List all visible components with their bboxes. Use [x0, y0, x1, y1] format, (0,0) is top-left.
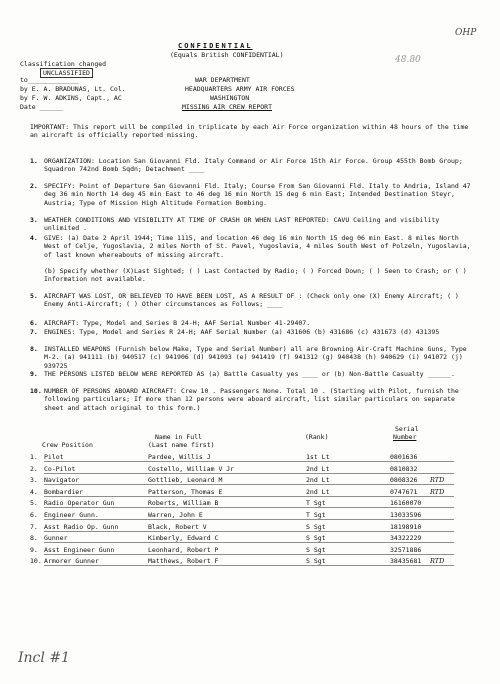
- crew-rank: 1st Lt: [306, 453, 330, 461]
- crew-position: Bombardier: [44, 487, 84, 496]
- classification-subtitle: (Equals British CONFIDENTIAL): [170, 51, 284, 59]
- crew-row-underline: [44, 507, 454, 508]
- crew-name: Leonhard, Robert P: [148, 545, 219, 554]
- crew-row-number: 10.: [30, 557, 42, 566]
- crew-row-number: 1.: [30, 453, 38, 461]
- declassified-stamp: UNCLASSIFIED: [40, 68, 93, 78]
- crew-row-underline: [44, 473, 454, 474]
- crew-serial: 18198910: [390, 522, 422, 531]
- crew-row-number: 5.: [30, 499, 38, 508]
- crew-rank: S Sgt: [306, 545, 326, 554]
- crew-name: Kimberly, Edward C: [148, 534, 219, 543]
- item-engines: ENGINES: Type, Model and Series R 24-H; AAF Serial Number (a) 431606 (b) 431686 (c) 431673 (d) 431395: [44, 328, 440, 336]
- crew-name: Matthews, Robert F: [148, 557, 219, 566]
- crew-row: [30, 452, 470, 462]
- crew-rank: 2nd Lt: [306, 464, 330, 473]
- crew-row: [30, 522, 470, 532]
- washington: WASHINGTON: [210, 94, 250, 102]
- crew-rank: T Sgt: [306, 499, 326, 508]
- war-department: WAR DEPARTMENT: [195, 76, 250, 84]
- crew-rank: T Sgt: [306, 511, 326, 519]
- crew-position: Co-Pilot: [44, 464, 76, 473]
- crew-name: Costello, William V Jr: [148, 464, 235, 473]
- crew-note: RTD: [430, 557, 445, 566]
- crew-row-underline: [44, 565, 454, 566]
- crew-row: [30, 475, 470, 485]
- position-header: Crew Position: [42, 441, 93, 449]
- crew-row-number: 3.: [30, 476, 38, 485]
- crew-serial: 13033596: [390, 511, 422, 519]
- crew-position: Pilot: [44, 453, 64, 461]
- crew-rank: 2nd Lt: [306, 476, 330, 485]
- crew-row-number: 8.: [30, 534, 38, 543]
- item-weather: WEATHER CONDITIONS AND VISIBILITY AT TIME OF CRASH OR WHEN LAST REPORTED: CAVU Ceiling and visibility unlimited .: [44, 216, 440, 233]
- crew-position: Asst Radio Op. Gunn: [44, 522, 119, 531]
- item-number: 8.: [30, 345, 38, 353]
- crew-rank: S Sgt: [306, 557, 326, 566]
- crew-row-number: 2.: [30, 464, 38, 473]
- crew-row: [30, 533, 470, 543]
- crew-serial: 0808326: [390, 476, 418, 485]
- item-number: 4.: [30, 234, 38, 242]
- crew-serial: 0801636: [390, 453, 418, 461]
- crew-note: RTD: [430, 487, 445, 496]
- crew-row-underline: [44, 484, 454, 485]
- crew-row-number: 7.: [30, 522, 38, 531]
- crew-row: [30, 556, 470, 566]
- item-aircraft: AIRCRAFT: Type, Model and Series B 24-H; AAF Serial Number 41-29407.: [44, 319, 311, 327]
- item-aircraft-lost: AIRCRAFT WAS LOST, OR BELIEVED TO HAVE BEEN LOST, AS A RESULT OF : (Check only one (X) Enemy Aircraft; ( ) Enemy Anti-Aircraft; ( ) Other circumstances as Follows; ____: [44, 292, 459, 309]
- crew-position: Asst Engineer Gunn: [44, 545, 115, 554]
- crew-row-underline: [44, 531, 454, 532]
- crew-row: [30, 498, 470, 508]
- handwritten-enclosure: Incl #1: [18, 650, 70, 666]
- number-header: Number: [393, 433, 417, 441]
- crew-row: [30, 487, 470, 497]
- item-persons-listed: THE PERSONS LISTED BELOW WERE REPORTED AS (a) Battle Casualty yes ____ or (b) Non-Battle Casualty ______.: [44, 370, 455, 378]
- classification-changed-label: Classification changed: [20, 60, 107, 68]
- crew-row-underline: [44, 542, 454, 543]
- crew-row-underline: [44, 554, 454, 555]
- crew-name: Pardee, Willis J: [148, 453, 211, 461]
- crew-position: Gunner: [44, 534, 68, 543]
- item-number: 5.: [30, 292, 38, 300]
- item-number: 9.: [30, 370, 38, 378]
- classification-title: CONFIDENTIAL: [178, 42, 253, 50]
- name-header: Name in Full: [155, 433, 202, 441]
- item-weapons: INSTALLED WEAPONS (Furnish below Make, Type and Serial Number) all are Browning Air-Craft Machine Guns, Type M-2. (a) 941111 (b) 940517 (c) 941906 (d) 941093 (e) 941419 (f) 941312 (g) 940438 (h) 940629 (i) 941072 (j) 939725: [44, 345, 467, 370]
- item-number: 7.: [30, 328, 38, 336]
- crew-name: Patterson, Thomas E: [148, 487, 223, 496]
- crew-row-underline: [44, 461, 454, 462]
- headquarters: HEADQUARTERS ARMY AIR FORCES: [185, 85, 295, 93]
- item-specify: SPECIFY: Point of Departure San Giovanni Fld. Italy; Course From San Giovanni Fld. Italy to Andria, Island 47 deg 36 min North 14 deg 45 min East to 46 deg 16 min North 15 deg 6 min East; Intended Destination Steyr, Austria; Type of Mission High Altitude Formation Bombing.: [44, 182, 471, 207]
- crew-position: Armorer Gunner: [44, 557, 99, 566]
- crew-serial: 0810832: [390, 464, 418, 473]
- item-number: 2.: [30, 182, 38, 190]
- handwritten-number: 48.80: [395, 55, 421, 65]
- crew-position: Engineer Gunn.: [44, 511, 99, 519]
- serial-header: Serial: [395, 425, 419, 433]
- crew-serial: 32571886: [390, 545, 422, 554]
- crew-rank: S Sgt: [306, 522, 326, 531]
- crew-row-number: 4.: [30, 487, 38, 496]
- crew-row: [30, 545, 470, 555]
- crew-row: [30, 510, 470, 520]
- handwritten-initials: OHP: [455, 28, 477, 38]
- crew-rank: S Sgt: [306, 534, 326, 543]
- crew-note: RTD: [430, 476, 445, 485]
- crew-position: Navigator: [44, 476, 80, 485]
- crew-row-underline: [44, 496, 454, 497]
- crew-name: Warren, John E: [148, 511, 203, 519]
- crew-row: [30, 464, 470, 474]
- crew-serial: 38435681: [390, 557, 422, 566]
- by-line-2: by F. W. ADKINS, Capt., AC: [20, 94, 122, 102]
- item-number: 10.: [30, 387, 42, 395]
- report-title: MISSING AIR CREW REPORT: [182, 103, 273, 111]
- crew-serial: 0747671: [390, 487, 418, 496]
- important-notice: IMPORTANT: This report will be compiled in triplicate by each Air Force organization within 48 hours of the time an aircraft is officially reported missing.: [30, 123, 469, 140]
- crew-name: Roberts, William B: [148, 499, 219, 508]
- item-number-aboard: NUMBER OF PERSONS ABOARD AIRCRAFT: Crew 10 . Passengers None. Total 10 . (Starting with Pilot, furnish the following particulars; If more than 12 persons were aboard aircraft, list similar particulars on separate sheet and attach original to this form.): [44, 387, 459, 412]
- rank-header: (Rank): [305, 433, 329, 441]
- item-give: GIVE: (a) Date 2 April 1944; Time 1115, and location 46 deg 16 min North 15 deg 06 min East. 8 miles North West of Celje, Yugoslavia, 2 miles North of St. Pavel, Yugoslavia, 4 miles South West of Polzeln, Yugoslavia, of last known whereabouts of missing aircraft.: [44, 234, 471, 259]
- to-line: to_____________: [20, 76, 79, 84]
- crew-serial: 16160070: [390, 499, 422, 508]
- crew-name: Black, Robert V: [148, 522, 207, 531]
- crew-position: Radio Operator Gun: [44, 499, 115, 508]
- item-give-sub: (b) Specify whether (X)Last Sighted; ( ) Last Contacted by Radio; ( ) Forced Down; ( ) Seen to Crash; or ( ) Information not available.: [44, 267, 467, 284]
- item-number: 6.: [30, 319, 38, 327]
- crew-name: Gottlieb, Leonard M: [148, 476, 223, 485]
- item-organization: ORGANIZATION: Location San Giovanni Fld. Italy Command or Air Force 15th Air Force. Group 455th Bomb Group; Squadron 742nd Bomb Sqdn; Detachment ____: [44, 157, 463, 174]
- crew-row-underline: [44, 519, 454, 520]
- date-line: Date ______: [20, 103, 64, 111]
- item-number: 3.: [30, 216, 38, 224]
- crew-row-number: 6.: [30, 511, 38, 519]
- crew-serial: 34322229: [390, 534, 422, 543]
- crew-row-number: 9.: [30, 545, 38, 554]
- item-number: 1.: [30, 157, 38, 165]
- by-line-1: by E. A. BRADUNAS, Lt. Col.: [20, 85, 126, 93]
- crew-rank: 2nd Lt: [306, 487, 330, 496]
- name-subheader: (Last name first): [148, 441, 215, 449]
